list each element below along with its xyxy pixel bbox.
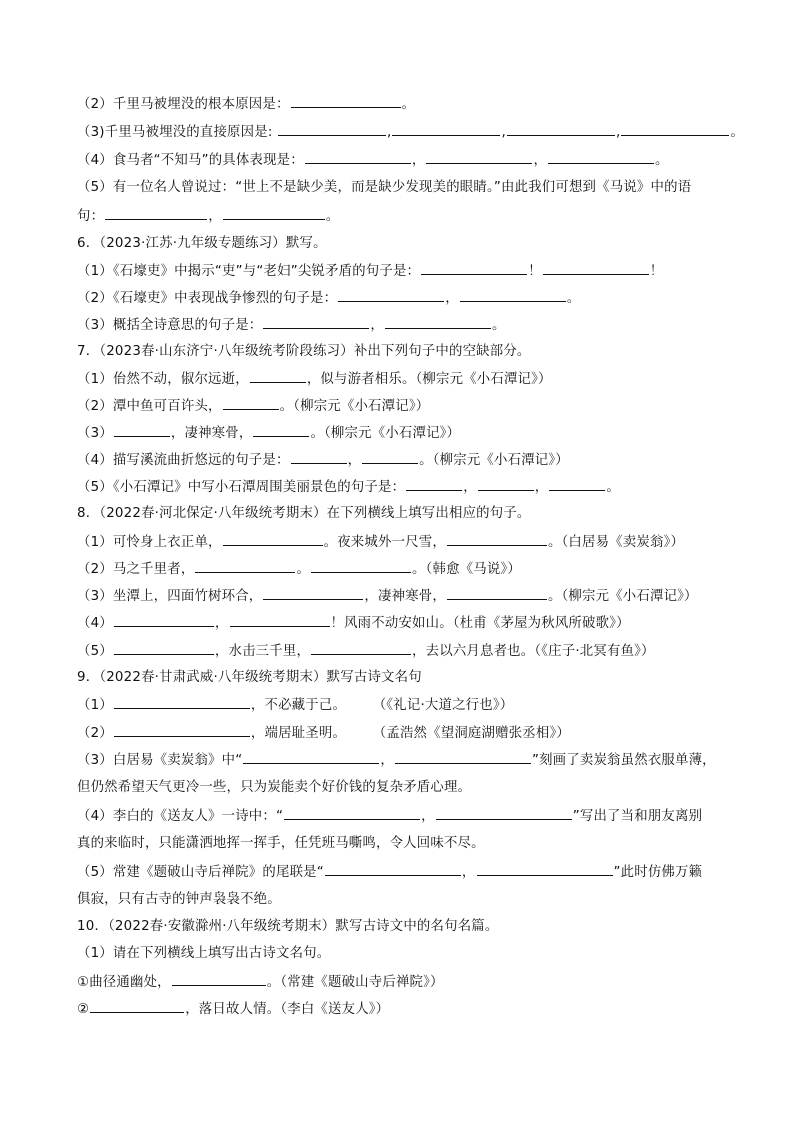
line-text: （2）马之千里者，	[77, 562, 195, 577]
text-line	[77, 369, 552, 390]
text-line	[77, 890, 281, 910]
line-text: 俱寂，只有古寺的钟声袅袅不绝。	[77, 892, 281, 907]
line-text: （5）《小石潭记》中写小石潭周围美丽景色的句子是：	[77, 480, 406, 495]
line-text: （3）概括全诗意思的句子是：	[77, 318, 263, 333]
line-text: ，凄神寒骨，	[170, 426, 253, 441]
line-text: ”此时仿佛万籁	[613, 865, 703, 880]
fill-in-blank[interactable]	[311, 641, 411, 655]
line-text: （2）潭中鱼可百许头，	[77, 399, 222, 414]
text-line	[77, 972, 444, 993]
line-text: 。夜来城外一尺雪，	[323, 535, 446, 550]
line-text: 。（韩愈《马说》）	[412, 562, 521, 577]
text-line	[77, 178, 691, 198]
text-line	[77, 342, 531, 362]
text-line	[77, 668, 422, 688]
fill-in-blank[interactable]	[406, 477, 462, 491]
line-text: 6．（2023·江苏·九年级专题练习）默写。	[77, 236, 327, 251]
text-line	[77, 917, 498, 937]
fill-in-blank[interactable]	[477, 862, 613, 876]
line-text: （2）千里马被埋没的根本原因是：	[77, 97, 290, 112]
line-text: 10．（2022春·安徽滁州·八年级统考期末）默写古诗文中的名句名篇。	[77, 919, 499, 934]
line-text: （5）	[77, 644, 113, 659]
line-text: 。（柳宗元《小石潭记》）	[279, 399, 430, 414]
text-line	[77, 206, 339, 227]
fill-in-blank[interactable]	[223, 396, 279, 410]
line-text: ，	[421, 809, 435, 824]
text-line	[77, 288, 580, 309]
line-text: ,	[615, 125, 621, 140]
line-text: （4）食马者“不知马”的具体表现是：	[77, 153, 304, 168]
fill-in-blank[interactable]	[311, 559, 411, 573]
text-line	[77, 999, 389, 1020]
text-line	[77, 723, 570, 744]
line-text: ，端居耻圣明。 （孟浩然《望洞庭湖赠张丞相》）	[250, 726, 570, 741]
line-text: ，	[370, 318, 384, 333]
text-line	[77, 150, 669, 171]
fill-in-blank[interactable]	[114, 723, 250, 737]
text-line	[77, 944, 330, 964]
line-text: （4）描写溪流曲折悠远的句子是：	[77, 453, 290, 468]
line-text: （4）	[77, 616, 113, 631]
line-text: ！	[649, 264, 664, 279]
line-text: 。	[401, 97, 416, 112]
line-text: ，不必藏于己。 （《礼记·大道之行也》）	[250, 698, 514, 713]
fill-in-blank[interactable]	[114, 423, 170, 437]
line-text: ！风雨不动安如山。（杜甫《茅屋为秋风所破歌》）	[330, 616, 630, 631]
text-line	[77, 532, 684, 553]
fill-in-blank[interactable]	[230, 613, 330, 627]
line-text: （1）佁然不动，俶尔远逝，	[77, 372, 249, 387]
text-line	[77, 423, 460, 444]
line-text: （2）	[77, 726, 113, 741]
line-text: ，似与游者相乐。（柳宗元《小石潭记》）	[306, 372, 552, 387]
text-line	[77, 778, 471, 798]
line-text: ，	[411, 153, 426, 168]
line-text: ②	[77, 1002, 90, 1017]
fill-in-blank[interactable]	[543, 261, 649, 275]
text-line	[77, 122, 744, 143]
fill-in-blank[interactable]	[447, 532, 547, 546]
fill-in-blank[interactable]	[223, 206, 325, 220]
text-line	[77, 559, 521, 580]
line-text: ，落日故人情。（李白《送友人》）	[185, 1002, 390, 1017]
line-text: ，	[533, 153, 548, 168]
text-line	[77, 834, 485, 854]
text-line	[77, 261, 663, 282]
fill-in-blank[interactable]	[105, 206, 207, 220]
line-text: ，水击三千里，	[214, 644, 311, 659]
line-text: 9．（2022春·甘肃武威·八年级统考期末）默写古诗文名句	[77, 670, 422, 685]
fill-in-blank[interactable]	[114, 613, 214, 627]
line-text: ，	[534, 480, 549, 495]
fill-in-blank[interactable]	[460, 288, 566, 302]
line-text: ,	[387, 125, 392, 140]
text-line	[77, 586, 698, 607]
fill-in-blank[interactable]	[549, 477, 605, 491]
line-text: 。（柳宗元《小石潭记》）	[310, 426, 461, 441]
fill-in-blank[interactable]	[90, 999, 184, 1013]
text-line	[77, 750, 716, 771]
line-text: （1）	[77, 698, 113, 713]
line-text: 。	[655, 153, 669, 168]
line-text: ,	[501, 125, 506, 140]
line-text: ，	[214, 616, 229, 631]
fill-in-blank[interactable]	[447, 586, 547, 600]
line-text: 。（白居易《卖炭翁》）	[547, 535, 685, 550]
fill-in-blank[interactable]	[253, 423, 309, 437]
line-text: 。（柳宗元《小石潭记》）	[547, 589, 698, 604]
line-text: （3）	[77, 426, 113, 441]
line-text: ”写出了当和朋友离别	[572, 809, 703, 824]
line-text: 。	[325, 209, 340, 224]
text-line	[77, 94, 415, 115]
line-text: ，	[347, 453, 362, 468]
fill-in-blank[interactable]	[392, 122, 500, 136]
line-text: ，	[208, 209, 222, 224]
fill-in-blank[interactable]	[114, 695, 250, 709]
line-text: 。	[492, 318, 506, 333]
text-line	[77, 862, 702, 883]
fill-in-blank[interactable]	[114, 641, 214, 655]
line-text: ①曲径通幽处，	[77, 975, 171, 990]
fill-in-blank[interactable]	[263, 586, 363, 600]
line-text: （3)千里马被埋没的直接原因是:	[77, 125, 277, 140]
line-text: （1）请在下列横线上填写出古诗文名句。	[77, 946, 331, 961]
fill-in-blank[interactable]	[172, 972, 266, 986]
line-text: （3）白居易《卖炭翁》中“	[77, 753, 243, 768]
text-line	[77, 450, 569, 471]
fill-in-blank[interactable]	[426, 150, 532, 164]
line-text: ，凄神寒骨，	[364, 589, 446, 604]
fill-in-blank[interactable]	[305, 150, 411, 164]
fill-in-blank[interactable]	[507, 122, 615, 136]
line-text: （5）有一位名人曾说过：“世上不是缺少美，而是缺少发现美的眼睛。”由此我们可想到《马说》中的语	[77, 180, 692, 195]
text-line	[77, 477, 620, 498]
line-text: ，	[463, 480, 477, 495]
line-text: ”刻画了卖炭翁虽然衣服单薄，	[531, 753, 716, 768]
line-text: 。	[730, 125, 744, 140]
fill-in-blank[interactable]	[478, 477, 534, 491]
line-text: （4）李白的《送友人》一诗中：“	[77, 809, 284, 824]
fill-in-blank[interactable]	[436, 806, 572, 820]
text-line	[77, 806, 702, 827]
line-text: （3）坐潭上，四面竹树环合，	[77, 589, 263, 604]
fill-in-blank[interactable]	[325, 862, 461, 876]
text-line	[77, 396, 429, 417]
line-text: （2）《石壕吏》中表现战争惨烈的句子是：	[77, 291, 338, 306]
line-text: 。（常建《题破山寺后禅院》）	[266, 975, 444, 990]
line-text: ，	[461, 865, 476, 880]
line-text: 。	[296, 562, 311, 577]
line-text: 但仍然希望天气更冷一些，只为炭能卖个好价钱的复杂矛盾心理。	[77, 780, 472, 795]
line-text: （1）可怜身上衣正单，	[77, 535, 222, 550]
text-line	[77, 641, 655, 662]
fill-in-blank[interactable]	[362, 450, 418, 464]
fill-in-blank[interactable]	[250, 369, 306, 383]
fill-in-blank[interactable]	[338, 288, 444, 302]
text-line	[77, 315, 506, 336]
line-text: 句：	[77, 209, 105, 224]
line-text: ！	[528, 264, 542, 279]
fill-in-blank[interactable]	[291, 94, 401, 108]
fill-in-blank[interactable]	[243, 750, 379, 764]
text-line	[77, 234, 327, 254]
fill-in-blank[interactable]	[548, 150, 654, 164]
fill-in-blank[interactable]	[263, 315, 369, 329]
fill-in-blank[interactable]	[385, 315, 491, 329]
line-text: ，去以六月息者也。（《庄子·北冥有鱼》）	[412, 644, 655, 659]
fill-in-blank[interactable]	[195, 559, 295, 573]
line-text: 8．（2022春·河北保定·八年级统考期末）在下列横线上填写出相应的句子。	[77, 506, 531, 521]
text-line	[77, 695, 513, 716]
fill-in-blank[interactable]	[621, 122, 729, 136]
fill-in-blank[interactable]	[278, 122, 386, 136]
text-line	[77, 504, 531, 524]
fill-in-blank[interactable]	[421, 261, 527, 275]
fill-in-blank[interactable]	[291, 450, 347, 464]
line-text: （1）《石壕吏》中揭示“吏”与“老妇”尖锐矛盾的句子是：	[77, 264, 421, 279]
line-text: 。	[606, 480, 620, 495]
line-text: 。（柳宗元《小石潭记》）	[419, 453, 569, 468]
fill-in-blank[interactable]	[284, 806, 420, 820]
text-line	[77, 613, 630, 634]
line-text: ，	[380, 753, 394, 768]
line-text: 。	[566, 291, 581, 306]
line-text: ，	[445, 291, 459, 306]
fill-in-blank[interactable]	[223, 532, 323, 546]
line-text: 真的来临时，只能潇洒地挥一挥手，任凭班马嘶鸣，令人回味不尽。	[77, 836, 485, 851]
line-text: （5）常建《题破山寺后禅院》的尾联是“	[77, 865, 324, 880]
line-text: 7．（2023春·山东济宁·八年级统考阶段练习）补出下列句子中的空缺部分。	[77, 344, 531, 359]
fill-in-blank[interactable]	[395, 750, 531, 764]
